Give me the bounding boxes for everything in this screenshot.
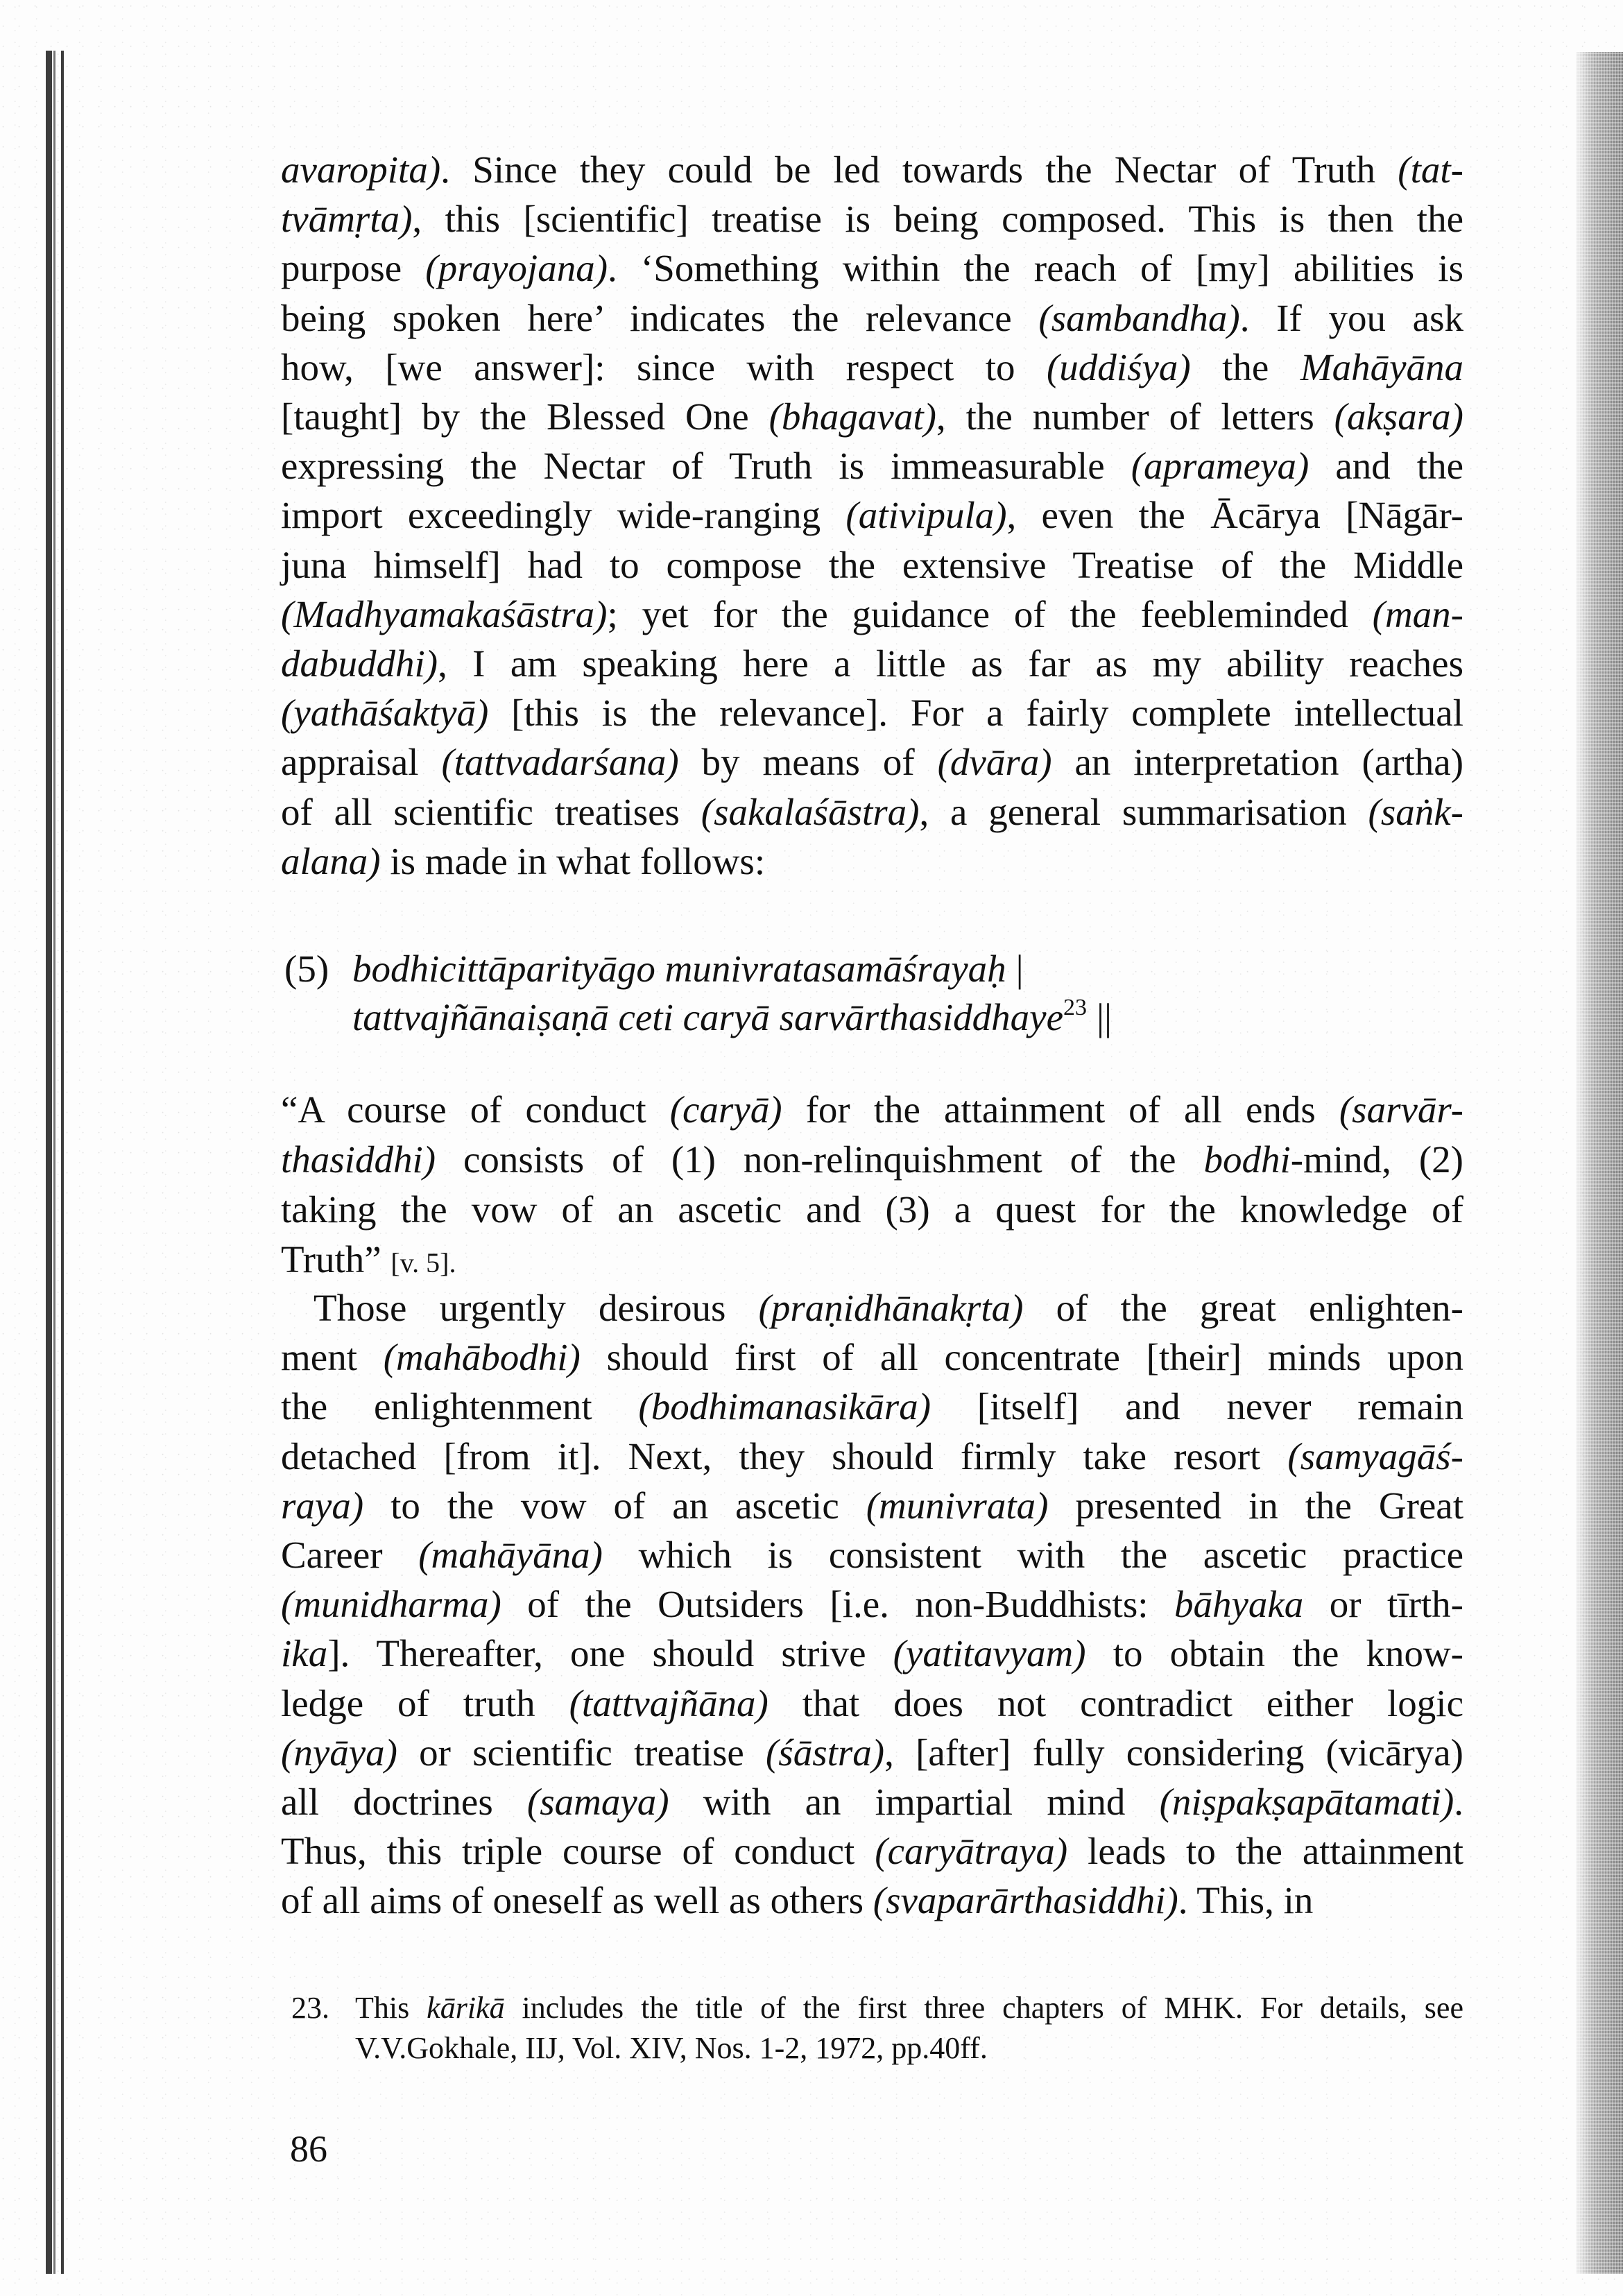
page-number: 86 — [290, 2128, 327, 2170]
sanskrit-term: (bhagavat) — [768, 395, 936, 438]
sanskrit-term: (akṣara) — [1334, 395, 1463, 438]
sanskrit-term: (mahāyāna) — [418, 1534, 603, 1576]
footnote-text: This — [355, 1991, 427, 2025]
footnote-line-1 — [355, 1988, 1463, 2028]
footnote-text: includes the title of the first three chapters of MHK. For details, see — [504, 1991, 1463, 2025]
text-run: of the great enlighten- — [1023, 1287, 1463, 1329]
text-run: being spoken here’ indicates the relevance — [281, 297, 1039, 339]
text-run: , [after] fully considering (vicārya) — [884, 1731, 1463, 1774]
text-run: by means of — [678, 741, 938, 783]
paragraph-2-line — [281, 1382, 1463, 1431]
paragraph-2-line — [281, 1679, 1463, 1728]
text-run: Career — [281, 1534, 419, 1576]
text-run: Thus, this triple course of conduct — [281, 1830, 875, 1872]
paragraph-1-line — [281, 442, 1463, 490]
text-run: ledge of truth — [281, 1682, 569, 1724]
sanskrit-term: (sambandha) — [1038, 297, 1240, 339]
text-run: [this is the relevance]. For a fairly complete intellectual — [488, 692, 1463, 734]
text-run: detached [from it]. Next, they should firmly take resort — [281, 1435, 1288, 1477]
sanskrit-term: (praṇidhānakṛta) — [758, 1287, 1024, 1329]
sanskrit-term: (ativipula) — [845, 494, 1007, 536]
text-run: or scientific treatise — [397, 1731, 766, 1774]
verse-line-2 — [352, 993, 1112, 1042]
text-run: , even the Ācārya [Nāgār- — [1006, 494, 1463, 536]
paragraph-2-line — [281, 1827, 1463, 1876]
paragraph-1-line — [281, 590, 1463, 639]
text-run: . This, in — [1178, 1879, 1314, 1921]
paragraph-1-line — [281, 689, 1463, 737]
sanskrit-term: (tat- — [1398, 148, 1463, 191]
binding-shadow — [53, 51, 55, 2274]
paragraph-2-line — [281, 1432, 1463, 1481]
text-run: to the vow of an ascetic — [363, 1484, 866, 1527]
sanskrit-term: bodhi — [1203, 1138, 1291, 1181]
text-run: . If you ask — [1239, 297, 1463, 339]
paragraph-1-line — [281, 788, 1463, 837]
text-run: for the attainment of all ends — [782, 1088, 1339, 1131]
text-run: with an impartial mind — [669, 1781, 1160, 1823]
text-run: presented in the Great — [1048, 1484, 1463, 1527]
sanskrit-term: (sakalaśāstra) — [701, 791, 920, 833]
sanskrit-term: (sarvār- — [1339, 1088, 1463, 1131]
text-run: an interpretation (artha) — [1051, 741, 1464, 783]
text-run: consists of (1) non-relinquishment of the — [436, 1138, 1204, 1181]
text-run: . Since they could be led towards the Nectar of Truth — [440, 148, 1398, 191]
text-run: purpose — [281, 247, 426, 289]
sanskrit-term: Mahāyāna — [1300, 346, 1463, 388]
paragraph-2-line — [281, 1876, 1463, 1925]
sanskrit-term: (mahābodhi) — [383, 1336, 581, 1378]
sanskrit-term: (man- — [1372, 593, 1463, 635]
footnote-number: 23. — [291, 1991, 329, 2025]
text-run: all doctrines — [281, 1781, 527, 1823]
sanskrit-term: (tattvadarśana) — [441, 741, 679, 783]
sanskrit-term: (aprameya) — [1131, 445, 1309, 487]
text-run: Truth” — [281, 1238, 391, 1280]
text-run: . — [1454, 1781, 1464, 1823]
page-edge-shadow — [1576, 52, 1623, 2274]
text-run: import exceedingly wide-ranging — [281, 494, 846, 536]
danda: | — [1015, 948, 1024, 990]
text-run: the enlightenment — [281, 1385, 639, 1428]
sanskrit-term: (nyāya) — [281, 1731, 397, 1774]
text-run: ]. Thereafter, one should strive — [327, 1632, 893, 1674]
paragraph-1-line — [281, 195, 1463, 243]
text-run: , the number of letters — [936, 395, 1334, 438]
text-run: taking the vow of an ascetic and (3) a quest for the knowledge of — [281, 1188, 1463, 1231]
sanskrit-term: raya) — [281, 1484, 364, 1527]
translation-line — [281, 1185, 1463, 1234]
paragraph-1-line — [281, 738, 1463, 787]
paragraph-1-line — [281, 343, 1463, 392]
verse-text: tattvajñānaiṣaṇā ceti caryā sarvārthasiddhaye — [352, 996, 1063, 1038]
sanskrit-term: (caryā) — [669, 1088, 782, 1131]
text-run: expressing the Nectar of Truth is immeasurable — [281, 445, 1131, 487]
text-run: -mind, (2) — [1290, 1138, 1463, 1181]
sanskrit-term: (svaparārthasiddhi) — [873, 1879, 1178, 1921]
text-run: . ‘Something within the reach of [my] abilities is — [608, 247, 1463, 289]
sanskrit-term: ika — [281, 1632, 328, 1674]
text-run: of all aims of oneself as well as others — [281, 1879, 873, 1921]
paragraph-1-line — [281, 146, 1463, 194]
text-run: to obtain the know- — [1085, 1632, 1463, 1674]
text-run: or tīrth- — [1303, 1583, 1463, 1625]
text-run: Those urgently desirous — [314, 1287, 759, 1329]
text-run: leads to the attainment — [1067, 1830, 1464, 1872]
binding-shadow — [46, 51, 52, 2274]
sanskrit-term: (samaya) — [526, 1781, 669, 1823]
sanskrit-term: (yathāśaktyā) — [281, 692, 489, 734]
sanskrit-term: (śāstra) — [765, 1731, 885, 1774]
paragraph-2-line — [281, 1531, 1463, 1579]
paragraph-2-line — [281, 1629, 1463, 1678]
text-run: is made in what follows: — [380, 840, 766, 882]
sanskrit-term: (Madhyamakaśāstra) — [281, 593, 608, 635]
sanskrit-term: alana) — [281, 840, 381, 882]
verse-text: bodhicittāparityāgo munivratasamāśrayaḥ — [352, 948, 1006, 990]
sanskrit-term: (yatitavyam) — [893, 1632, 1086, 1674]
verse-line-1 — [352, 945, 1024, 993]
text-run: appraisal — [281, 741, 442, 783]
sanskrit-term: (tattvajñāna) — [569, 1682, 768, 1724]
text-run: how, [we answer]: since with respect to — [281, 346, 1047, 388]
sanskrit-term: bāhyaka — [1174, 1583, 1304, 1625]
footnote-marker[interactable]: 23 — [1063, 995, 1087, 1020]
text-run: [itself] and never remain — [931, 1385, 1463, 1428]
text-run: which is consistent with the ascetic practice — [602, 1534, 1463, 1576]
footnote-term: kārikā — [427, 1991, 505, 2025]
paragraph-2-line — [281, 1482, 1463, 1530]
sanskrit-term: (bodhimanasikāra) — [638, 1385, 931, 1428]
sanskrit-term: avaropita) — [281, 148, 441, 191]
sanskrit-term: tvāmṛta) — [281, 198, 413, 240]
text-run: ; yet for the guidance of the feebleminded — [607, 593, 1373, 635]
paragraph-2-line — [281, 1729, 1463, 1777]
text-run: [taught] by the Blessed One — [281, 395, 769, 438]
text-run: the — [1190, 346, 1300, 388]
verse-number: (5) — [284, 948, 329, 990]
paragraph-2-line — [281, 1778, 1463, 1826]
paragraph-2-line — [281, 1580, 1463, 1629]
paragraph-1-line — [281, 393, 1463, 441]
sanskrit-term: (dvāra) — [937, 741, 1052, 783]
sanskrit-term: (uddiśya) — [1046, 346, 1191, 388]
text-run: , a general summarisation — [919, 791, 1368, 833]
text-run: of the Outsiders [i.e. non-Buddhists: — [501, 1583, 1174, 1625]
sanskrit-term: (munivrata) — [866, 1484, 1049, 1527]
binding-shadow — [61, 51, 64, 2274]
paragraph-1-line — [281, 837, 1463, 886]
double-danda: || — [1097, 996, 1113, 1038]
text-run: of all scientific treatises — [281, 791, 701, 833]
text-run: , this [scientific] treatise is being composed. This is then the — [412, 198, 1463, 240]
paragraph-1-line — [281, 541, 1463, 590]
sanskrit-term: (saṅk- — [1368, 791, 1463, 833]
text-run: and the — [1309, 445, 1463, 487]
sanskrit-term: (prayojana) — [425, 247, 608, 289]
text-run: that does not contradict either logic — [768, 1682, 1463, 1724]
translation-line — [281, 1086, 1463, 1134]
sanskrit-term: (munidharma) — [281, 1583, 501, 1625]
paragraph-2-line — [314, 1284, 1463, 1333]
text-run: “A course of conduct — [281, 1088, 670, 1131]
sanskrit-term: (niṣpakṣapātamati) — [1159, 1781, 1454, 1823]
paragraph-1-line — [281, 294, 1463, 343]
text-run: juna himself] had to compose the extensive Treatise of the Middle — [281, 544, 1463, 586]
sanskrit-term: dabuddhi) — [281, 642, 438, 685]
sanskrit-term: thasiddhi) — [281, 1138, 436, 1181]
paragraph-1-line — [281, 244, 1463, 293]
verse-reference: [v. 5]. — [390, 1247, 456, 1278]
text-run: should first of all concentrate [their] minds upon — [580, 1336, 1463, 1378]
text-run: , I am speaking here a little as far as my ability reaches — [438, 642, 1463, 685]
paragraph-2-line — [281, 1333, 1463, 1382]
footnote-line-2: V.V.Gokhale, IIJ, Vol. XIV, Nos. 1-2, 1972, pp.40ff. — [355, 2031, 988, 2065]
translation-line — [281, 1235, 1463, 1284]
paragraph-1-line — [281, 640, 1463, 688]
translation-line — [281, 1136, 1463, 1184]
paragraph-1-line — [281, 491, 1463, 540]
text-run: ment — [281, 1336, 384, 1378]
sanskrit-term: (caryātraya) — [875, 1830, 1068, 1872]
sanskrit-term: (samyagāś- — [1287, 1435, 1463, 1477]
